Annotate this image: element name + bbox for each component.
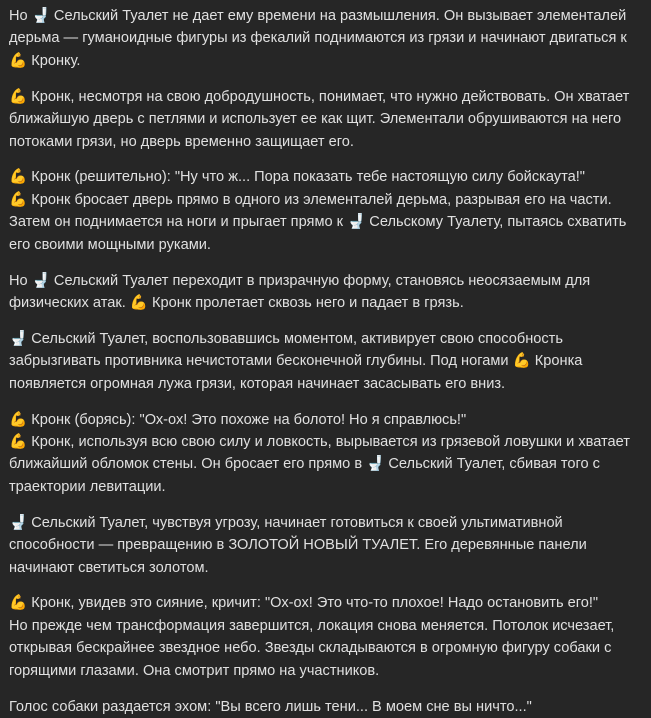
message-paragraph-2: 💪 Кронк, несмотря на свою добродушность, понимает, что нужно действовать. Он хватает ближайшую дверь с петлями и использует ее как щит. Элементали обрушиваются на него потоками грязи, но дверь временно защищает его. (9, 88, 630, 150)
message-paragraph-7: 🚽 Сельский Туалет, чувствуя угрозу, начинает готовиться к своей ультимативной способности — превращению в ЗОЛОТОЙ НОВЫЙ ТУАЛЕТ. Его деревянные панели начинают светиться золотом. (9, 514, 587, 576)
message-paragraph-9: Голос собаки раздается эхом: "Вы всего лишь тени... В моем сне вы ничто..." (9, 698, 532, 715)
message-paragraph-4: Но 🚽 Сельский Туалет переходит в призрачную форму, становясь неосязаемым для физических атак. 💪 Кронк пролетает сквозь него и падает в грязь. (9, 272, 591, 311)
message-paragraph-5: 🚽 Сельский Туалет, воспользовавшись моментом, активирует свою способность забрызгивать противника нечистотами бесконечной глубины. Под ногами 💪 Кронка появляется огромная лужа грязи, которая начинает засасывать его вниз. (9, 330, 583, 392)
message-paragraph-1: Но 🚽 Сельский Туалет не дает ему времени на размышления. Он вызывает элементалей дерьма — гуманоидные фигуры из фекалий поднимаются из грязи и начинают двигаться к 💪 Кронку. (9, 8, 627, 69)
chat-message (9, 5, 637, 718)
message-paragraph-6: 💪 Кронк (борясь): "Ох-ох! Это похоже на болото! Но я справлюсь!" 💪 Кронк, используя всю свою силу и ловкость, вырывается из грязевой ловушки и хватает ближайший обломок стены. Он бросает его прямо в 🚽 Сельский Туалет, сбивая того с траектории левитации. (9, 411, 630, 495)
message-paragraph-3: 💪 Кронк (решительно): "Ну что ж... Пора показать тебе настоящую силу бойскаута!" 💪 Кронк бросает дверь прямо в одного из элементалей дерьма, разрывая его на части. Затем он поднимается на ноги и прыгает прямо к 🚽 Сельскому Туалету, пытаясь схватить его своими мощными руками. (9, 169, 627, 253)
message-paragraph-8: 💪 Кронк, увидев это сияние, кричит: "Ох-ох! Это что-то плохое! Надо остановить его!" Но прежде чем трансформация завершится, локация снова меняется. Потолок исчезает, открывая бескрайнее звездное небо. Звезды складываются в огромную фигуру собаки с горящими глазами. Она смотрит прямо на участников. (9, 595, 615, 679)
